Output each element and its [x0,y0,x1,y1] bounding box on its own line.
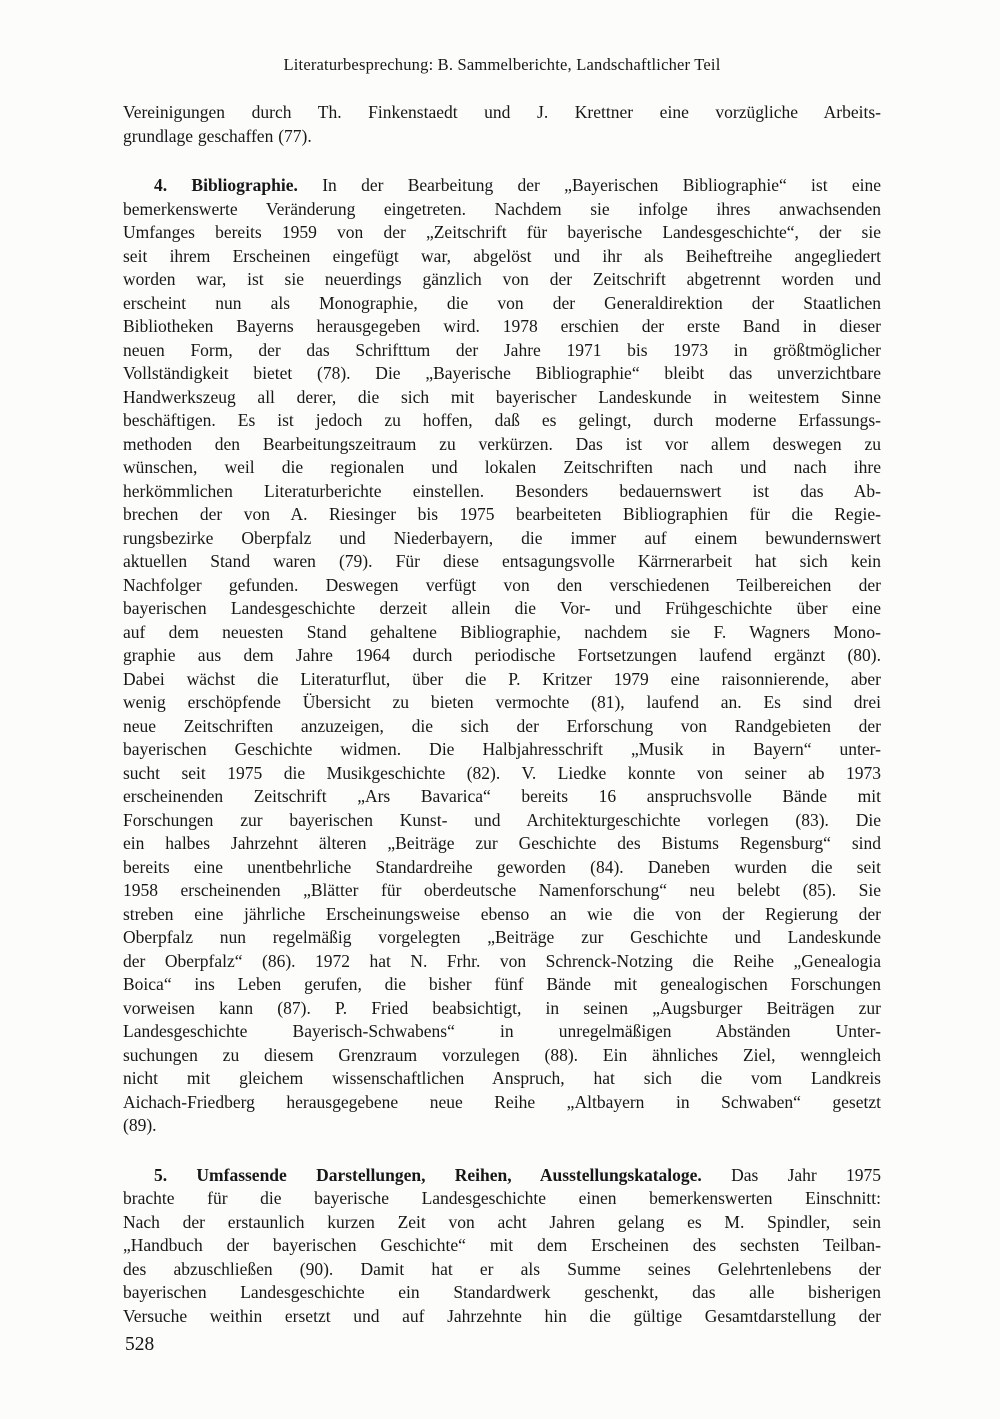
text-line: bereits eine unentbehrliche Standardreihe geworden (84). Daneben wurden die seit [123,856,881,877]
paragraph [123,101,881,148]
text-line: bayerischen Landesgeschichte derzeit allein die Vor- und Frühgeschichte über eine [123,598,881,618]
text-line: brachte für die bayerische Landesgeschichte einen bemerkenswerten Einschnitt: [123,1188,881,1208]
text-line: der Oberpfalz“ (86). 1972 hat N. Frhr. von Schrenck-Notzing die Reihe „Genealogia [123,950,881,971]
text-line: Nachfolger gefunden. Deswegen verfügt von den verschiedenen Teilbereichen der [123,574,881,595]
text-line: Vollständigkeit bietet (78). Die „Bayerische Bibliographie“ bleibt das unverzichtbare [123,363,881,383]
paragraph [123,174,881,1138]
text-line: (89). [123,1115,157,1135]
text-line: 4. Bibliographie. In der Bearbeitung der „Bayerischen Bibliographie“ ist eine [154,175,882,195]
section-heading: 4. Bibliographie. [154,175,298,195]
page-number: 528 [125,1334,155,1355]
text-line: Dabei wächst die Literaturflut, über die P. Kritzer 1979 eine raisonnierende, aber [123,668,881,689]
text-line: seit ihrem Erscheinen eingefügt war, abgelöst und ihr als Beiheftreihe angegliedert [123,245,881,266]
text-line: brechen der von A. Riesinger bis 1975 bearbeiteten Bibliographien für die Regie- [123,504,881,524]
text-line: Handwerkszeug all derer, die sich mit bayerischer Landeskunde in weitestem Sinne [123,386,881,407]
text-line: bayerischen Geschichte widmen. Die Halbjahresschrift „Musik in Bayern“ unter- [123,739,881,759]
text-line: Boica“ ins Leben gerufen, die bisher fünf Bände mit genealogischen Forschungen [123,974,881,994]
text-line: sucht seit 1975 die Musikgeschichte (82). V. Liedke konnte von seiner ab 1973 [123,762,881,783]
text-line: ein halbes Jahrzehnt älteren „Beiträge zur Geschichte des Bistums Regensburg“ sind [123,833,881,853]
text-line: suchungen zu diesem Grenzraum vorzulegen (88). Ein ähnliches Ziel, wenngleich [123,1044,881,1065]
text-line: rungsbezirke Oberpfalz und Niederbayern, die immer auf einem bewundernswert [123,527,881,548]
text-line: bayerischen Landesgeschichte ein Standardwerk geschenkt, das alle bisherigen [123,1282,881,1302]
text-line: Aichach-Friedberg herausgegebene neue Reihe „Altbayern in Schwaben“ gesetzt [123,1091,881,1112]
text-line: methoden den Bearbeitungszeitraum zu verkürzen. Das ist vor allem deswegen zu [123,433,881,454]
paragraph [123,1164,881,1329]
text-line: erscheint nun als Monographie, die von der Generaldirektion der Staatlichen [123,292,881,313]
text-line: nicht mit gleichem wissenschaftlichen Anspruch, hat sich die vom Landkreis [123,1068,881,1088]
text-line: Landesgeschichte Bayerisch-Schwabens“ in unregelmäßigen Abständen Unter- [123,1021,881,1041]
text-line: Bibliotheken Bayerns herausgegeben wird. 1978 erschien der erste Band in dieser [123,316,881,336]
text-line: „Handbuch der bayerischen Geschichte“ mit dem Erscheinen des sechsten Teilban- [123,1235,881,1255]
text-line: auf dem neuesten Stand gehaltene Bibliographie, nachdem sie F. Wagners Mono- [123,621,881,642]
text-line: streben eine jährliche Erscheinungsweise ebenso an wie die von der Regierung der [123,903,881,924]
text-line: graphie aus dem Jahre 1964 durch periodische Fortsetzungen laufend ergänzt (80). [123,645,881,665]
text-line: wünschen, weil die regionalen und lokalen Zeitschriften nach und nach ihre [123,457,881,477]
text-line: beschäftigen. Es ist jedoch zu hoffen, daß es gelingt, durch moderne Erfassungs- [123,410,881,430]
text-line: des abzuschließen (90). Damit hat er als Summe seines Gelehrtenlebens der [123,1258,881,1279]
text-line: erscheinenden Zeitschrift „Ars Bavarica“ bereits 16 anspruchsvolle Bände mit [123,786,881,806]
text-line: 5. Umfassende Darstellungen, Reihen, Ausstellungskataloge. Das Jahr 1975 [154,1164,881,1185]
text-line: Vereinigungen durch Th. Finkenstaedt und J. Krettner eine vorzügliche Arbeits- [123,102,881,122]
running-header: Literaturbesprechung: B. Sammelberichte, Landschaftlicher Teil [283,55,721,74]
text-line: 1958 erscheinenden „Blätter für oberdeutsche Namenforschung“ neu belebt (85). Sie [123,880,881,900]
text-line: vorweisen kann (87). P. Fried beabsichtigt, in seinen „Augsburger Beiträgen zur [123,997,881,1018]
text-line: neue Zeitschriften anzuzeigen, die sich der Erforschung von Randgebieten der [123,715,881,736]
text-line: Oberpfalz nun regelmäßig vorgelegten „Beiträge zur Geschichte und Landeskunde [123,927,881,947]
text-line: Umfanges bereits 1959 von der „Zeitschrift für bayerische Landesgeschichte“, der sie [123,222,881,242]
text-line: Forschungen zur bayerischen Kunst- und Architekturgeschichte vorlegen (83). Die [123,809,881,830]
text-line: wenig erschöpfende Übersicht zu bieten vermochte (81), laufend an. Es sind drei [123,692,881,712]
text-line: Versuche weithin ersetzt und auf Jahrzehnte hin die gültige Gesamtdarstellung der [123,1305,881,1326]
section-heading: 5. Umfassende Darstellungen, Reihen, Ausstellungskataloge. [154,1164,702,1185]
text-line: bemerkenswerte Veränderung eingetreten. Nachdem sie infolge ihres anwachsenden [123,198,881,219]
text-line: grundlage geschaffen (77). [123,125,312,146]
text-line: herkömmlichen Literaturberichte einstellen. Besonders bedauernswert ist das Ab- [123,480,881,501]
text-line: worden war, ist sie neuerdings gänzlich von der Zeitschrift abgetrennt worden und [123,269,881,289]
text-line: neuen Form, der das Schrifttum der Jahre 1971 bis 1973 in größtmöglicher [123,339,881,360]
text-line: Nach der erstaunlich kurzen Zeit von acht Jahren gelang es M. Spindler, sein [123,1211,881,1232]
text-line: aktuellen Stand waren (79). Für diese entsagungsvolle Kärrnerarbeit hat sich kein [123,551,881,571]
page-body [123,101,881,1328]
